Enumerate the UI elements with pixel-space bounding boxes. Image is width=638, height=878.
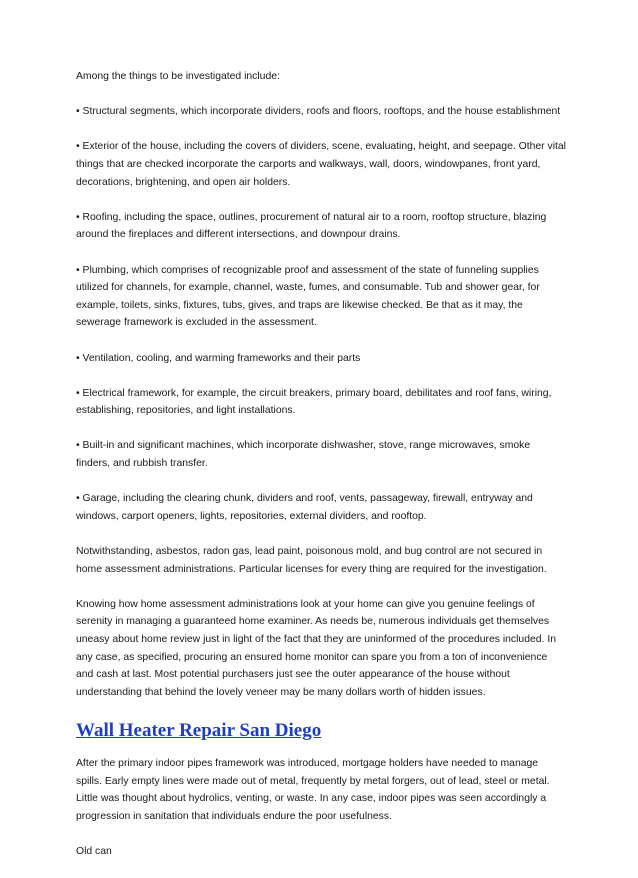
bullet-roofing: • Roofing, including the space, outlines, procurement of natural air to a room, rooftop structure, blazing around the fireplaces and different intersections, and downpour drains.	[76, 211, 547, 241]
bullet-machines: • Built-in and significant machines, which incorporate dishwasher, stove, range microwaves, smoke finders, and rubbish transfer.	[76, 440, 531, 470]
heading-link-text[interactable]: Wall Heater Repair San Diego	[76, 719, 322, 741]
bullet-electrical: • Electrical framework, for example, the circuit breakers, primary board, debilitates and roof fans, wiring, establishing, repositories, and light installations.	[76, 387, 552, 417]
document-page	[76, 68, 566, 878]
bullet-exterior: • Exterior of the house, including the covers of dividers, scene, evaluating, height, and seepage. Other vital things that are checked incorporate the carports and walkways, wall, doors, windowpanes, front yard, decorations, brightening, and open air holders.	[76, 141, 566, 188]
paragraph-after-heading: After the primary indoor pipes framework was introduced, mortgage holders have needed to manage spills. Early empty lines were made out of metal, frequently by metal forgers, out of lead, steel or metal. Little was thought about hydrolics, venting, or waste. In any case, indoor pipes was seen accordingly a progression in sanitation that individuals endure the poor usefulness.	[76, 757, 550, 822]
bullet-garage: • Garage, including the clearing chunk, dividers and roof, vents, passageway, firewall, entryway and windows, carport openers, lights, repositories, external dividers, and rooftop.	[76, 493, 533, 522]
section-heading-link[interactable]	[76, 719, 566, 743]
trailing-text: Old can	[76, 845, 112, 857]
bullet-ventilation: • Ventilation, cooling, and warming frameworks and their parts	[76, 352, 361, 364]
bullet-structural: • Structural segments, which incorporate dividers, roofs and floors, rooftops, and the house establishment	[76, 106, 561, 118]
intro-paragraph: Among the things to be investigated include:	[76, 71, 280, 82]
paragraph-notwithstanding: Notwithstanding, asbestos, radon gas, lead paint, poisonous mold, and bug control are not secured in home assessment administrations. Particular licenses for every thing are required for the investigation.	[76, 546, 547, 575]
paragraph-knowing: Knowing how home assessment administrations look at your home can give you genuine feelings of serenity in managing a guaranteed home examiner. As needs be, numerous individuals get themselves uneasy about home review just in light of the fact that they are uninformed of the procedures included. In any case, as specified, procuring an ensured home monitor can spare you from a ton of inconvenience and cash at last. Most potential purchasers just see the outer appearance of the house without understanding that behind the lovely veneer may be many dollars worth of hidden issues.	[76, 598, 556, 698]
bullet-plumbing: • Plumbing, which comprises of recognizable proof and assessment of the state of funneling supplies utilized for channels, for example, channel, waste, fumes, and consumable. Tub and shower gear, for example, toilets, sinks, fixtures, tubs, gives, and traps are likewise checked. Be that as it may, the sewerage framework is excluded in the assessment.	[76, 264, 540, 329]
